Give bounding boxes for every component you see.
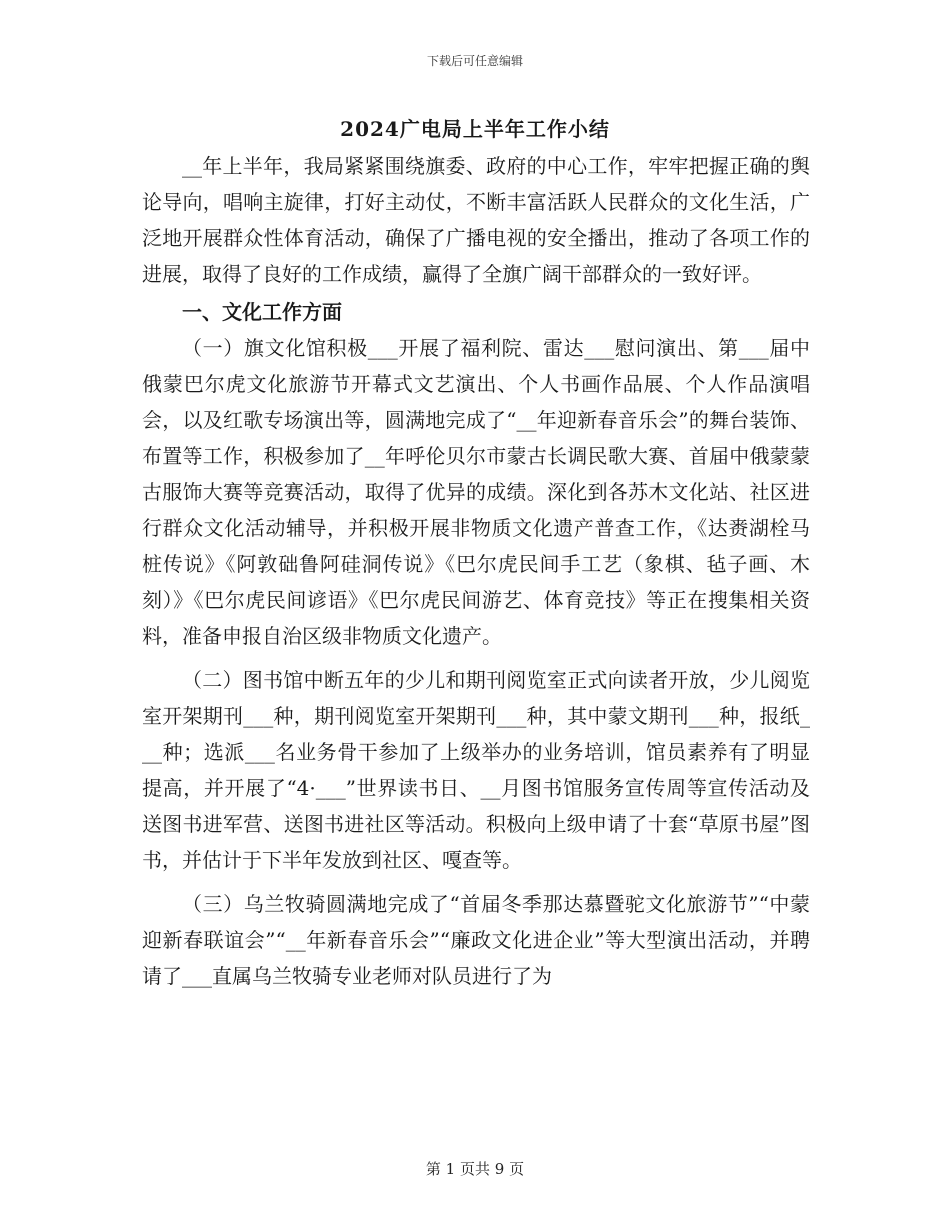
page-title: 2024广电局上半年工作小结	[340, 117, 610, 141]
paragraph-3: （三）乌兰牧骑圆满地完成了“首届冬季那达慕暨驼文化旅游节”“中蒙迎新春联谊会”“__年新春音乐会”“廉政文化进企业”等大型演出活动，并聘请了___直属乌兰牧骑专业老师对队员进行了为	[142, 892, 810, 988]
document-body	[142, 148, 810, 994]
paragraph-1: （一）旗文化馆积极___开展了福利院、雷达___慰问演出、第___届中俄蒙巴尔虎文化旅游节开幕式文艺演出、个人书画作品展、个人作品演唱会，以及红歌专场演出等，圆满地完成了“__年迎新春音乐会”的舞台装饰、布置等工作，积极参加了__年呼伦贝尔市蒙古长调民歌大赛、首届中俄蒙蒙古服饰大赛等竞赛活动，取得了优异的成绩。深化到各苏木文化站、社区进行群众文化活动辅导，并积极开展非物质文化遗产普查工作，《达赉湖栓马桩传说》《阿敦础鲁阿硅洞传说》《巴尔虎民间手工艺（象棋、毡子画、木刻）》《巴尔虎民间谚语》《巴尔虎民间游艺、体育竞技》等正在搜集相关资料，准备申报自治区级非物质文化遗产。	[142, 336, 810, 648]
intro-paragraph: __年上半年，我局紧紧围绕旗委、政府的中心工作，牢牢把握正确的舆论导向，唱响主旋律，打好主动仗，不断丰富活跃人民群众的文化生活，广泛地开展群众性体育活动，确保了广播电视的安全播出，推动了各项工作的进展，取得了良好的工作成绩，赢得了全旗广阔干部群众的一致好评。	[142, 154, 810, 286]
page-number: 第 1 页共 9 页	[425, 1160, 525, 1178]
header-note: 下载后可任意编辑	[426, 54, 523, 68]
paragraph-2: （二）图书馆中断五年的少儿和期刊阅览室正式向读者开放，少儿阅览室开架期刊___种，期刊阅览室开架期刊___种，其中蒙文期刊___种，报纸___种；选派___名业务骨干参加了上级举办的业务培训，馆员素养有了明显提高，并开展了“4·___”世界读书日、__月图书馆服务宣传周等宣传活动及送图书进军营、送图书进社区等活动。积极向上级申请了十套“草原书屋”图书，并估计于下半年发放到社区、嘎查等。	[142, 668, 810, 872]
section-heading: 一、文化工作方面	[182, 300, 342, 324]
